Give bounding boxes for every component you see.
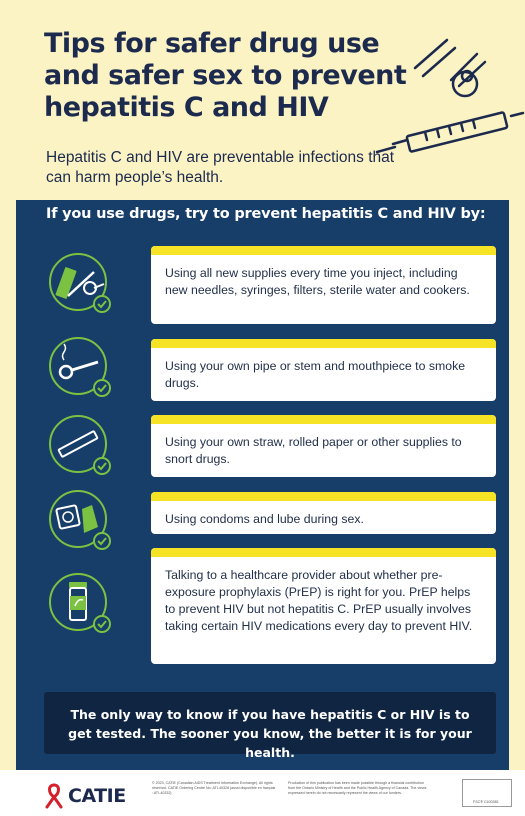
tip-text: Using your own pipe or stem and mouthpiece to smoke drugs. (165, 359, 466, 390)
section-header: If you use drugs, try to prevent hepatitis C and HIV by: (46, 206, 486, 222)
pipe-icon (46, 334, 114, 402)
page-title: Tips for safer drug use and safer sex to prevent hepatitis C and HIV (44, 28, 407, 123)
tip-card-5 (151, 548, 496, 664)
pill-bottle-icon (46, 570, 114, 638)
logo-text: CATIE (68, 785, 126, 807)
ribbon-icon (44, 783, 64, 809)
card-stripe (151, 415, 496, 424)
card-stripe (151, 492, 496, 501)
fsc-text: FSC® C100285 (473, 800, 499, 804)
funding-text: Production of this publication has been made possible through a financial contribution from the Ontario Ministry of Health and the Public Health Agency of Canada. The views expressed herein do not necessarily represent the views of our funders. (288, 781, 427, 795)
fsc-badge (462, 779, 512, 807)
tip-card-2 (151, 339, 496, 401)
copyright-text: © 2023, CATIE (Canadian AIDS Treatment Information Exchange). All rights reserved. CATIE Ordering Centre No: ATI-40328 (aussi disponible en français : ATI-40332) (152, 781, 276, 795)
intro-text: Hepatitis C and HIV are preventable infections that can harm people’s health. (46, 149, 395, 186)
tip-text: Using your own straw, rolled paper or other supplies to snort drugs. (165, 435, 462, 466)
injection-supplies-icon (46, 250, 114, 318)
tip-text: Talking to a healthcare provider about whether pre-exposure prophylaxis (PrEP) is right for you. PrEP helps to prevent HIV but not hepatitis C. PrEP usually involves taking certain HIV medications every day to prevent HIV. (165, 568, 473, 633)
tip-card-3 (151, 415, 496, 477)
tip-card-4 (151, 492, 496, 534)
tip-text: Using condoms and lube during sex. (165, 512, 364, 526)
condom-lube-icon (46, 487, 114, 555)
tip-card-1 (151, 246, 496, 324)
straw-icon (46, 412, 114, 480)
tip-text: Using all new supplies every time you inject, including new needles, syringes, filters, sterile water and cookers. (165, 266, 470, 297)
card-stripe (151, 548, 496, 557)
card-stripe (151, 339, 496, 348)
catie-logo[interactable] (44, 779, 134, 813)
card-stripe (151, 246, 496, 255)
closing-text: The only way to know if you have hepatitis C or HIV is to get tested. The sooner you know, the better it is for your health. (68, 707, 472, 760)
